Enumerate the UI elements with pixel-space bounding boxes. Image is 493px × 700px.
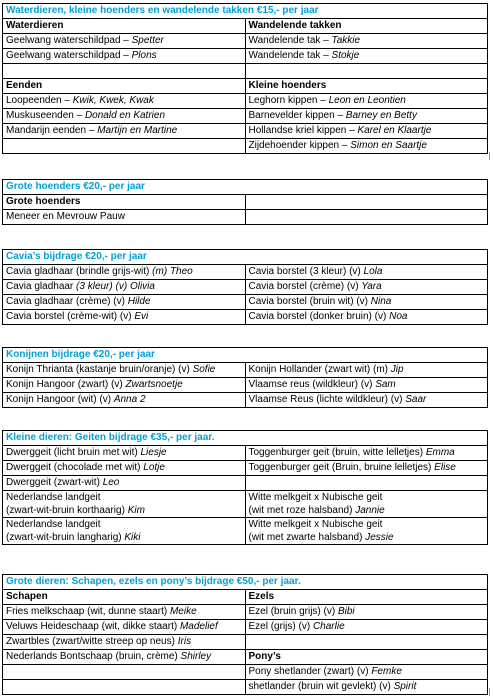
animal-name: Yara xyxy=(361,281,382,292)
animal-name: Jip xyxy=(390,364,404,375)
table-row: Meneer en Mevrouw Pauw xyxy=(3,210,488,225)
column-header: Kleine hoenders xyxy=(245,79,488,94)
table-row: Konijn Hangoor (zwart) (v) Zwartsnoetje Vlaamse reus (wildkleur) (v) Sam xyxy=(3,378,488,393)
animal-name: Stokje xyxy=(331,50,360,61)
table-row: Geelwang waterschildpad – Spetter Wandelende tak – Takkie xyxy=(3,34,488,49)
table-row: Nederlands Bontschaap (bruin, crème) Shirley Pony’s xyxy=(3,650,488,665)
table-row: Cavia gladhaar (brindle grijs-wit) (m) Theo Cavia borstel (3 kleur) (v) Lola xyxy=(3,265,488,280)
animal-name: Evi xyxy=(134,311,149,322)
table-grote-hoenders xyxy=(2,179,488,225)
animal-name: Kiki xyxy=(124,532,141,543)
table-row: Mandarijn eenden – Martijn en Martine Hollandse kriel kippen – Karel en Klaartje xyxy=(3,124,488,139)
animal-name: Takkie xyxy=(331,35,361,46)
animal-name: Lotje xyxy=(143,462,165,473)
animal-name: Femke xyxy=(371,666,402,677)
animal-name: Spetter xyxy=(131,35,164,46)
table-row: Veluws Heideschaap (wit, dikke staart) Madelief Ezel (grijs) (v) Charlie xyxy=(3,620,488,635)
table-geiten xyxy=(2,430,488,545)
table-row: Konijn Thrianta (kastanje bruin/oranje) (v) Sofie Konijn Hollander (zwart wit) (m) Jip xyxy=(3,363,488,378)
section-title: Grote dieren: Schapen, ezels en pony’s bijdrage €50,- per jaar. xyxy=(3,575,488,590)
section-title: Kleine dieren: Geiten bijdrage €35,- per jaar. xyxy=(3,431,488,446)
animal-name: Emma xyxy=(425,447,455,458)
animal-name: Spirit xyxy=(393,681,417,692)
table-cavia xyxy=(2,249,488,325)
animal-name: Madelief xyxy=(179,621,218,632)
column-header: Wandelende takken xyxy=(245,19,488,34)
animal-name: Lola xyxy=(363,266,383,277)
animal-name: Jannie xyxy=(355,505,385,516)
animal-name: Sofie xyxy=(192,364,216,375)
section-title: Grote hoenders €20,- per jaar xyxy=(3,180,488,195)
table-row: Dwerggeit (zwart-wit) Leo xyxy=(3,476,488,491)
table-konijnen xyxy=(2,347,488,408)
table-row: Cavia borstel (crème-wit) (v) Evi Cavia borstel (donker bruin) (v) Noa xyxy=(3,310,488,325)
animal-name: Leon en Leontien xyxy=(328,95,406,106)
column-header: Eenden xyxy=(3,79,246,94)
section-title: Cavia’s bijdrage €20,- per jaar xyxy=(3,250,488,265)
animal-name: Meike xyxy=(169,606,197,617)
table-row: Dwerggeit (chocolade met wit) Lotje Toggenburger geit (Bruin, bruine lelletjes) Elise xyxy=(3,461,488,476)
animal-name: Kim xyxy=(127,505,145,516)
animal-name: Elise xyxy=(434,462,456,473)
table-row: Cavia gladhaar (crème) (v) Hilde Cavia borstel (bruin wit) (v) Nina xyxy=(3,295,488,310)
animal-name: Plons xyxy=(131,50,157,61)
column-header: Ezels xyxy=(245,590,488,605)
table-row: Pony shetlander (zwart) (v) Femke xyxy=(3,665,488,680)
column-header: Grote hoenders xyxy=(3,195,246,210)
animal-name: Noa xyxy=(389,311,408,322)
animal-name: (m) Theo xyxy=(152,266,193,277)
table-row: Dwerggeit (licht bruin met wit) Liesje Toggenburger geit (bruin, witte lelletjes) Emma xyxy=(3,446,488,461)
animal-name: Karel en Klaartje xyxy=(357,125,432,136)
table-row: Muskuseenden – Donald en Katrien Barnevelder kippen – Barney en Betty xyxy=(3,109,488,124)
animal-name: Saar xyxy=(405,394,427,405)
animal-name: Leo xyxy=(102,477,120,488)
table-row: Loopeenden – Kwik, Kwek, Kwak Leghorn kippen – Leon en Leontien xyxy=(3,94,488,109)
animal-name: Hilde xyxy=(127,296,151,307)
animal-name: Donald en Katrien xyxy=(84,110,166,121)
animal-name: Zwartsnoetje xyxy=(125,379,183,390)
paragraph-marker xyxy=(489,152,493,160)
table-row: Geelwang waterschildpad – Plons Wandelende tak – Stokje xyxy=(3,49,488,64)
empty-row xyxy=(3,64,488,79)
table-row: Nederlandse landgeit (zwart-wit-bruin korthaarig) Kim Witte melkgeit x Nubische geit (wit met roze halsband) Jannie xyxy=(3,491,488,518)
table-row: Fries melkschaap (wit, dunne staart) Meike Ezel (bruin grijs) (v) Bibi xyxy=(3,605,488,620)
table-row: shetlander (bruin wit gevlekt) (v) Spirit xyxy=(3,680,488,695)
animal-name: Simon en Saartje xyxy=(350,140,427,151)
animal-name: Bibi xyxy=(337,606,355,617)
animal-name: Kwik, Kwek, Kwak xyxy=(72,95,154,106)
animal-name: Martijn en Martine xyxy=(97,125,178,136)
animal-name: Liesje xyxy=(140,447,167,458)
column-header: Waterdieren xyxy=(3,19,246,34)
column-header: Schapen xyxy=(3,590,246,605)
animal-name: Jessie xyxy=(365,532,394,543)
table-grote-dieren xyxy=(2,574,488,695)
animal-name: (3 kleur) (v) Olivia xyxy=(76,281,155,292)
table-row: Zijdehoender kippen – Simon en Saartje xyxy=(3,139,488,154)
animal-name: Anna 2 xyxy=(113,394,146,405)
animal-name: Nina xyxy=(370,296,392,307)
table-row: Cavia gladhaar (3 kleur) (v) Olivia Cavia borstel (crème) (v) Yara xyxy=(3,280,488,295)
table-waterdieren xyxy=(2,3,488,154)
animal-name: Sam xyxy=(375,379,396,390)
animal-name: Iris xyxy=(177,636,192,647)
animal-name: Shirley xyxy=(180,651,212,662)
table-row: Nederlandse landgeit (zwart-wit-bruin langharig) Kiki Witte melkgeit x Nubische geit (wit met zwarte halsband) Jessie xyxy=(3,518,488,545)
animal-name: Charlie xyxy=(312,621,345,632)
column-header: Pony’s xyxy=(245,650,488,665)
paragraph-marker xyxy=(489,688,493,696)
table-row: Zwartbles (zwart/witte streep op neus) Iris xyxy=(3,635,488,650)
section-title: Waterdieren, kleine hoenders en wandelende takken €15,- per jaar xyxy=(3,4,488,19)
section-title: Konijnen bijdrage €20,- per jaar xyxy=(3,348,488,363)
table-row: Konijn Hangoor (wit) (v) Anna 2 Vlaamse Reus (lichte wildkleur) (v) Saar xyxy=(3,393,488,408)
animal-name: Barney en Betty xyxy=(345,110,417,121)
